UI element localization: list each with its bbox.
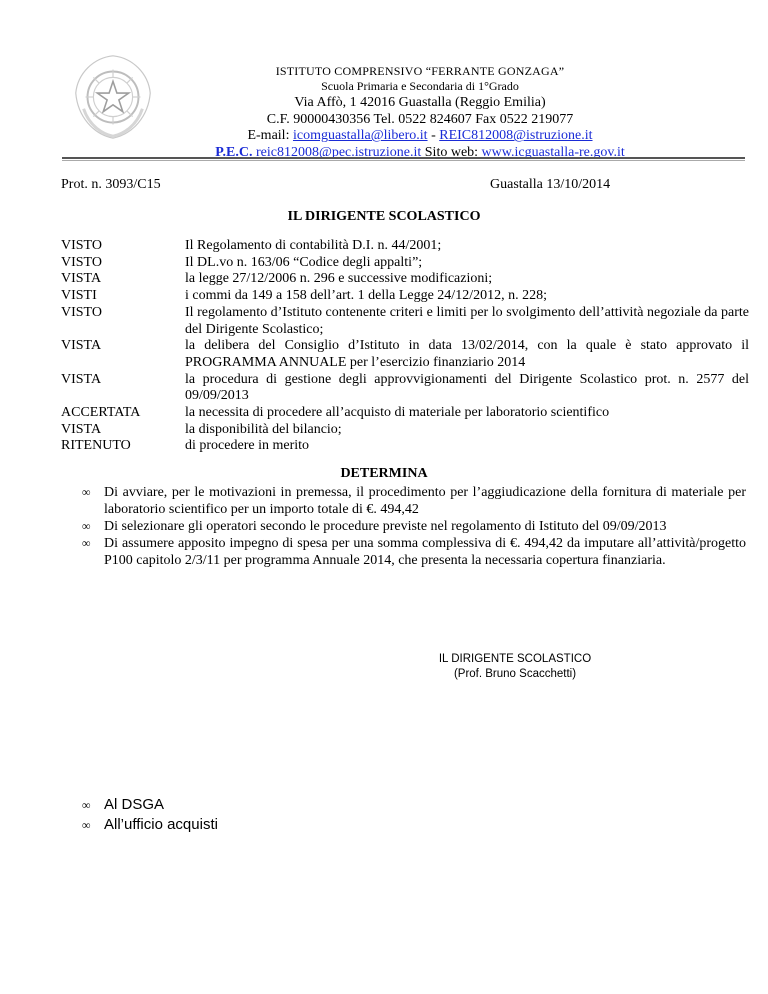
determina-list bbox=[82, 484, 746, 569]
premise-text: la legge 27/12/2006 n. 296 e successive modificazioni; bbox=[185, 271, 493, 287]
premise-key: VISTA bbox=[61, 371, 102, 387]
republic-emblem-icon bbox=[64, 48, 162, 146]
premise-row bbox=[61, 372, 749, 405]
website-label: Sito web: bbox=[424, 144, 479, 160]
email-link-2[interactable]: REIC812008@istruzione.it bbox=[439, 128, 593, 144]
premise-key: VISTI bbox=[61, 288, 97, 304]
recipient-label: Al DSGA bbox=[104, 796, 165, 813]
signature-block bbox=[390, 652, 640, 682]
institute-address: Via Affò, 1 42016 Guastalla (Reggio Emilia) bbox=[294, 95, 546, 111]
signature-role: IL DIRIGENTE SCOLASTICO bbox=[438, 653, 592, 665]
institute-name: ISTITUTO COMPRENSIVO “FERRANTE GONZAGA” bbox=[275, 64, 565, 78]
pec-email-link[interactable]: reic812008@pec.istruzione.it bbox=[255, 144, 422, 160]
premise-key: VISTA bbox=[61, 338, 102, 354]
determina-text: Di assumere apposito impegno di spesa per una somma complessiva di €. 494,42 da imputare all’attività/progetto P100 capitolo 2/3/11 per programma Annuale 2014, che presenta la necessaria copertura finanziaria. bbox=[104, 536, 746, 568]
header-divider bbox=[62, 157, 745, 161]
premise-text: la disponibilità del bilancio; bbox=[185, 421, 342, 437]
document-title: IL DIRIGENTE SCOLASTICO bbox=[287, 209, 481, 224]
recipient-item bbox=[82, 815, 218, 835]
premise-text: di procedere in merito bbox=[185, 438, 310, 454]
infinity-bullet-icon: ∞ bbox=[82, 536, 91, 550]
premise-row bbox=[61, 305, 749, 338]
premise-row bbox=[61, 238, 749, 255]
premise-row bbox=[61, 255, 749, 272]
infinity-bullet-icon: ∞ bbox=[82, 818, 91, 832]
institute-codes: C.F. 90000430356 Tel. 0522 824607 Fax 0522 219077 bbox=[266, 111, 574, 127]
recipients-list bbox=[82, 795, 218, 835]
recipient-item bbox=[82, 795, 218, 815]
premise-key: ACCERTATA bbox=[61, 405, 141, 421]
letterhead bbox=[170, 64, 670, 161]
premise-key: VISTO bbox=[61, 304, 102, 320]
premise-text: la procedura di gestione degli approvvigionamenti del Dirigente Scolastico prot. n. 2577 del 09/09/2013 bbox=[185, 371, 749, 404]
premise-text: Il Regolamento di contabilità D.I. n. 44/2001; bbox=[185, 238, 442, 253]
premise-text: Il DL.vo n. 163/06 “Codice degli appalti”; bbox=[185, 254, 423, 270]
determina-item bbox=[82, 484, 746, 518]
premise-key: RITENUTO bbox=[61, 438, 131, 454]
premise-text: la necessita di procedere all’acquisto di materiale per laboratorio scientifico bbox=[185, 405, 610, 421]
premise-text: la delibera del Consiglio d’Istituto in data 13/02/2014, con la quale è stato approvato il PROGRAMMA ANNUALE per l’esercizio finanziario 2014 bbox=[185, 338, 749, 370]
premises-list bbox=[61, 238, 749, 455]
determina-item bbox=[82, 535, 746, 569]
email-line bbox=[170, 128, 670, 145]
premise-row bbox=[61, 422, 749, 439]
premise-text: Il regolamento d’Istituto contenente criteri e limiti per lo svolgimento dell’attività negoziale da parte del Dirigente Scolastico; bbox=[185, 304, 749, 337]
premise-row bbox=[61, 288, 749, 305]
infinity-bullet-icon: ∞ bbox=[82, 519, 91, 533]
premise-row bbox=[61, 438, 749, 455]
determina-text: Di selezionare gli operatori secondo le procedure previste nel regolamento di Istituto del 09/09/2013 bbox=[104, 519, 667, 534]
email-separator: - bbox=[431, 128, 436, 144]
premise-row bbox=[61, 271, 749, 288]
document-date: Guastalla 13/10/2014 bbox=[490, 177, 611, 192]
school-type: Scuola Primaria e Secondaria di 1°Grado bbox=[321, 79, 519, 94]
determina-heading: DETERMINA bbox=[340, 466, 428, 481]
premise-row bbox=[61, 338, 749, 371]
signature-name: (Prof. Bruno Scacchetti) bbox=[453, 667, 577, 680]
website-link[interactable]: www.icguastalla-re.gov.it bbox=[481, 144, 625, 160]
determina-text: Di avviare, per le motivazioni in premessa, il procedimento per l’aggiudicazione della fornitura di materiale per laboratorio scientifico per un importo totale di €. 494,42 bbox=[104, 485, 746, 517]
pec-label: P.E.C. bbox=[215, 144, 253, 160]
email-link-1[interactable]: icomguastalla@libero.it bbox=[292, 128, 428, 144]
premise-row bbox=[61, 405, 749, 422]
premise-text: i commi da 149 a 158 dell’art. 1 della Legge 24/12/2012, n. 228; bbox=[185, 288, 547, 304]
infinity-bullet-icon: ∞ bbox=[82, 485, 91, 499]
premise-key: VISTO bbox=[61, 254, 102, 270]
determina-item bbox=[82, 518, 746, 535]
premise-key: VISTA bbox=[61, 271, 102, 287]
recipient-label: All’ufficio acquisti bbox=[104, 816, 218, 833]
infinity-bullet-icon: ∞ bbox=[82, 798, 91, 812]
protocol-number: Prot. n. 3093/C15 bbox=[61, 177, 161, 192]
premise-key: VISTA bbox=[61, 421, 102, 437]
email-label: E-mail: bbox=[247, 128, 290, 144]
premise-key: VISTO bbox=[61, 238, 102, 253]
